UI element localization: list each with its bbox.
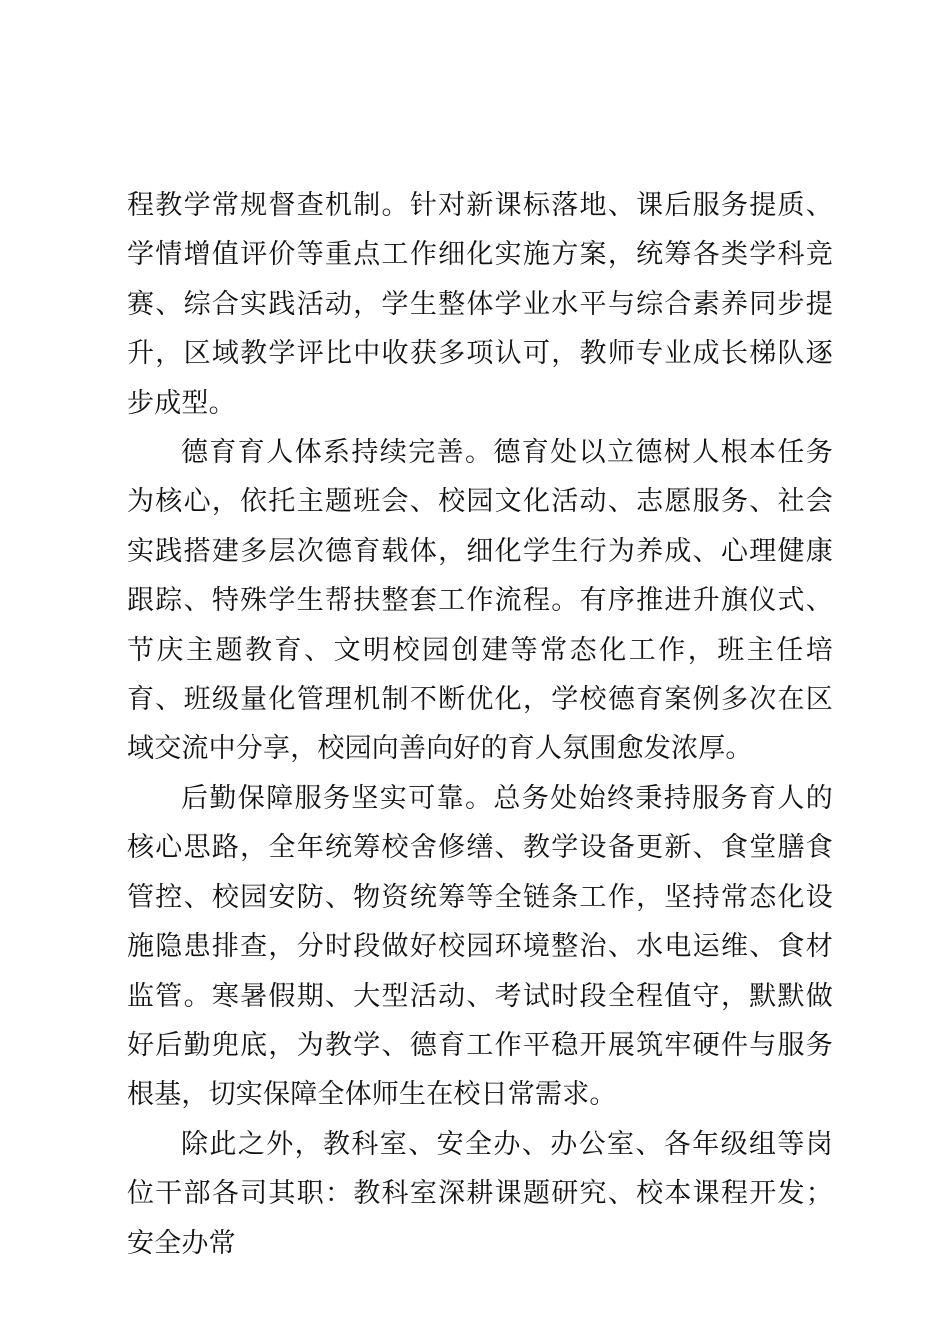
paragraph-moral-education: 德育育人体系持续完善。德育处以立德树人根本任务为核心，依托主题班会、校园文化活动、志愿服务、社会实践搭建多层次德育载体，细化学生行为养成、心理健康跟踪、特殊学生帮扶整套工作流程。有序推进升旗仪式、节庆主题教育、文明校园创建等常态化工作，班主任培育、班级量化管理机制不断优化，学校德育案例多次在区域交流中分享，校园向善向好的育人氛围愈发浓厚。 xyxy=(127,437,833,765)
paragraph-other-departments: 除此之外，教科室、安全办、办公室、各年级组等岗位干部各司其职：教科室深耕课题研究、校本课程开发；安全办常 xyxy=(127,1128,833,1259)
document-body xyxy=(127,181,833,1268)
paragraph-continuation: 程教学常规督查机制。针对新课标落地、课后服务提质、学情增值评价等重点工作细化实施方案，统筹各类学科竞赛、综合实践活动，学生整体学业水平与综合素养同步提升，区域教学评比中收获多项认可，教师专业成长梯队逐步成型。 xyxy=(127,190,833,419)
paragraph-logistics: 后勤保障服务坚实可靠。总务处始终秉持服务育人的核心思路，全年统筹校舍修缮、教学设备更新、食堂膳食管控、校园安防、物资统筹等全链条工作，坚持常态化设施隐患排查，分时段做好校园环境整治、水电运维、食材监管。寒暑假期、大型活动、考试时段全程值守，默默做好后勤兜底，为教学、德育工作平稳开展筑牢硬件与服务根基，切实保障全体师生在校日常需求。 xyxy=(127,782,833,1111)
